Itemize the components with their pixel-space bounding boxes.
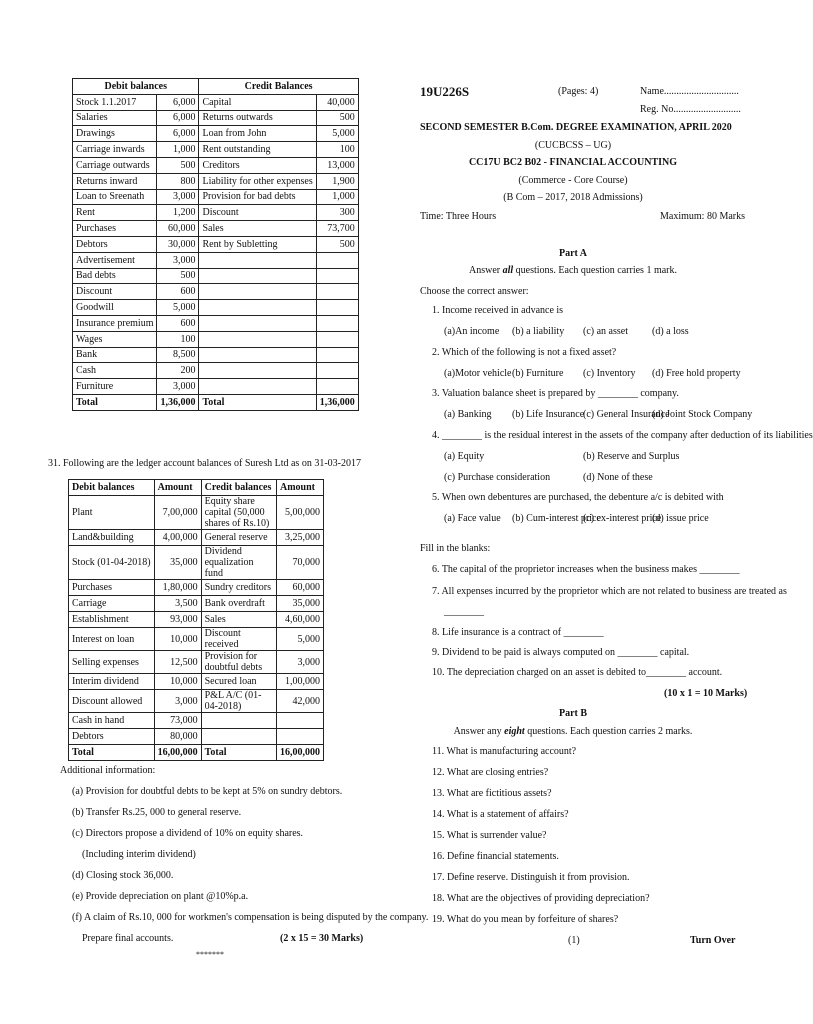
- table-cell: Returns inward: [73, 173, 157, 189]
- table-cell: [316, 284, 358, 300]
- table-cell: Loan from John: [199, 126, 316, 142]
- table-cell: 35,000: [277, 596, 324, 612]
- table-cell: Stock 1.1.2017: [73, 94, 157, 110]
- table-cell: 8,500: [157, 347, 199, 363]
- table-cell: [277, 729, 324, 745]
- table-cell: 1,000: [157, 142, 199, 158]
- table-cell: Returns outwards: [199, 110, 316, 126]
- table-cell: P&L A/C (01-04-2018): [201, 690, 276, 713]
- table-row: [73, 142, 359, 158]
- total-debit: 16,00,000: [154, 745, 201, 761]
- question: 14. What is a statement of affairs?: [432, 809, 569, 820]
- end-marker: *******: [196, 950, 224, 959]
- table-row: [73, 284, 359, 300]
- additional-item: (a) Provision for doubtful debts to be kept at 5% on sundry debtors.: [72, 786, 343, 797]
- table-cell: Discount: [73, 284, 157, 300]
- table-cell: Land&building: [69, 530, 155, 546]
- table-cell: 10,000: [154, 628, 201, 651]
- table-cell: [199, 379, 316, 395]
- table-cell: 93,000: [154, 612, 201, 628]
- table-cell: [316, 363, 358, 379]
- turn-over: Turn Over: [690, 935, 736, 946]
- table-cell: Selling expenses: [69, 651, 155, 674]
- table-cell: 3,000: [157, 189, 199, 205]
- stream: (Commerce - Core Course): [518, 175, 628, 186]
- part-b-title: Part B: [558, 708, 588, 719]
- table-cell: 5,000: [157, 300, 199, 316]
- question-continued: ________: [444, 606, 484, 617]
- table-cell: Bank overdraft: [201, 596, 276, 612]
- table-row: [69, 530, 324, 546]
- table-row: [73, 221, 359, 237]
- option: (b) a liability: [512, 326, 565, 337]
- table-cell: 1,00,000: [277, 674, 324, 690]
- table-row: [73, 379, 359, 395]
- table-cell: 4,00,000: [154, 530, 201, 546]
- col-header: Debit balances: [69, 480, 155, 496]
- table-cell: Plant: [69, 496, 155, 530]
- name-field: Name..............................: [640, 86, 739, 97]
- option: (d) a loss: [652, 326, 689, 337]
- table-cell: Carriage: [69, 596, 155, 612]
- option: (b) Furniture: [512, 368, 564, 379]
- table-cell: [316, 252, 358, 268]
- table-cell: Carriage inwards: [73, 142, 157, 158]
- table-cell: [201, 713, 276, 729]
- table-cell: Bad debts: [73, 268, 157, 284]
- table-cell: [199, 268, 316, 284]
- table-cell: Sales: [199, 221, 316, 237]
- question: 12. What are closing entries?: [432, 767, 549, 778]
- table-cell: Carriage outwards: [73, 157, 157, 173]
- table-row: [73, 189, 359, 205]
- table-row: [69, 729, 324, 745]
- paper-code: 19U226S: [420, 84, 470, 99]
- time-allowed: Time: Three Hours: [420, 211, 497, 222]
- table-cell: Rent by Subletting: [199, 236, 316, 252]
- table-cell: Capital: [199, 94, 316, 110]
- total-label: Total: [201, 745, 276, 761]
- option: (c) Inventory: [583, 368, 636, 379]
- table-cell: [316, 347, 358, 363]
- table-cell: Debtors: [73, 236, 157, 252]
- table-cell: [199, 300, 316, 316]
- table-row: [73, 363, 359, 379]
- table-row: [69, 596, 324, 612]
- ledger-balances-table: [68, 479, 324, 761]
- table-header-row: [73, 79, 359, 95]
- table-cell: Discount received: [201, 628, 276, 651]
- table-total-row: [69, 745, 324, 761]
- question: 6. The capital of the proprietor increases when the business makes ________: [432, 564, 740, 575]
- table-cell: 6,000: [157, 126, 199, 142]
- table-cell: 7,00,000: [154, 496, 201, 530]
- table-cell: Interest on loan: [69, 628, 155, 651]
- table-cell: [199, 284, 316, 300]
- table-cell: [201, 729, 276, 745]
- table-row: [73, 173, 359, 189]
- question: 19. What do you mean by forfeiture of shares?: [432, 914, 619, 925]
- table-cell: 3,25,000: [277, 530, 324, 546]
- table-row: [73, 268, 359, 284]
- table-cell: [199, 252, 316, 268]
- table-row: [73, 252, 359, 268]
- table-cell: 73,000: [154, 713, 201, 729]
- max-marks: Maximum: 80 Marks: [660, 211, 745, 222]
- question: 13. What are fictitious assets?: [432, 788, 552, 799]
- table-cell: 6,000: [157, 94, 199, 110]
- option: (c) ex-interest price: [583, 513, 662, 524]
- table-cell: 500: [316, 236, 358, 252]
- table-row: [73, 126, 359, 142]
- table-row: [73, 236, 359, 252]
- option: (a)An income: [444, 326, 500, 337]
- table-row: [69, 690, 324, 713]
- table-cell: [316, 331, 358, 347]
- question: 4. ________ is the residual interest in the assets of the company after deduction of its liabilities: [432, 430, 813, 441]
- total-debit: 1,36,000: [157, 394, 199, 410]
- table-row: [69, 651, 324, 674]
- table-cell: [199, 363, 316, 379]
- table-cell: Provision for bad debts: [199, 189, 316, 205]
- option: (d) None of these: [583, 472, 653, 483]
- table-cell: 3,000: [154, 690, 201, 713]
- table-cell: 80,000: [154, 729, 201, 745]
- prepare-instruction: Prepare final accounts.: [82, 933, 174, 944]
- table-cell: Stock (01-04-2018): [69, 546, 155, 580]
- option: (d) Joint Stock Company: [652, 409, 753, 420]
- table-cell: 35,000: [154, 546, 201, 580]
- table-cell: Secured loan: [201, 674, 276, 690]
- admissions: (B Com – 2017, 2018 Admissions): [503, 192, 643, 203]
- question: 2. Which of the following is not a fixed asset?: [432, 347, 617, 358]
- table-cell: 13,000: [316, 157, 358, 173]
- part-b-instruction: Answer any eight questions. Each question carries 2 marks.: [453, 726, 693, 737]
- table-cell: [199, 315, 316, 331]
- total-label: Total: [73, 394, 157, 410]
- table-cell: 1,80,000: [154, 580, 201, 596]
- table-cell: 800: [157, 173, 199, 189]
- table-row: [69, 674, 324, 690]
- question: 15. What is surrender value?: [432, 830, 547, 841]
- table-cell: Interim dividend: [69, 674, 155, 690]
- table-cell: [199, 347, 316, 363]
- table-cell: [316, 268, 358, 284]
- q31-marks: (2 x 15 = 30 Marks): [280, 933, 364, 944]
- question: 8. Life insurance is a contract of ________: [432, 627, 604, 638]
- table-cell: 500: [157, 268, 199, 284]
- option: (a)Motor vehicle: [444, 368, 512, 379]
- table-row: [69, 612, 324, 628]
- table-cell: 42,000: [277, 690, 324, 713]
- table-cell: Loan to Sreenath: [73, 189, 157, 205]
- part-a-instruction: Answer all questions. Each question carries 1 mark.: [468, 265, 677, 276]
- trial-balance-table: [72, 78, 359, 411]
- table-cell: [316, 300, 358, 316]
- total-credit: 1,36,000: [316, 394, 358, 410]
- table-cell: Debtors: [69, 729, 155, 745]
- question: 16. Define financial statements.: [432, 851, 559, 862]
- table-cell: 60,000: [157, 221, 199, 237]
- table-cell: 5,00,000: [277, 496, 324, 530]
- table-cell: Liability for other expenses: [199, 173, 316, 189]
- table-cell: Discount: [199, 205, 316, 221]
- table-cell: Sales: [201, 612, 276, 628]
- additional-title: Additional information:: [60, 765, 156, 776]
- table-cell: 3,000: [157, 252, 199, 268]
- debit-header: Debit balances: [73, 79, 199, 95]
- table-cell: Goodwill: [73, 300, 157, 316]
- option: (a) Face value: [444, 513, 501, 524]
- table-cell: 40,000: [316, 94, 358, 110]
- table-cell: 1,000: [316, 189, 358, 205]
- option: (a) Banking: [444, 409, 492, 420]
- table-cell: Provision for doubtful debts: [201, 651, 276, 674]
- table-row: [73, 94, 359, 110]
- table-cell: 1,200: [157, 205, 199, 221]
- option: (c) General Insurance: [583, 409, 670, 420]
- table-cell: 1,900: [316, 173, 358, 189]
- table-cell: Purchases: [73, 221, 157, 237]
- table-cell: Discount allowed: [69, 690, 155, 713]
- table-cell: [277, 713, 324, 729]
- table-row: [69, 580, 324, 596]
- table-cell: Advertisement: [73, 252, 157, 268]
- fill-label: Fill in the blanks:: [420, 543, 491, 554]
- table-cell: 600: [157, 284, 199, 300]
- table-row: [69, 628, 324, 651]
- question: 10. The depreciation charged on an asset is debited to________ account.: [432, 667, 723, 678]
- additional-item: (f) A claim of Rs.10, 000 for workmen's compensation is being disputed by the company.: [72, 912, 429, 923]
- option: (b) Life Insurance: [512, 409, 585, 420]
- option: (c) Purchase consideration: [444, 472, 551, 483]
- table-cell: 200: [157, 363, 199, 379]
- q31-intro: 31. Following are the ledger account balances of Suresh Ltd as on 31-03-2017: [48, 458, 361, 469]
- option: (d) Free hold property: [652, 368, 741, 379]
- table-cell: Wages: [73, 331, 157, 347]
- table-cell: Establishment: [69, 612, 155, 628]
- table-cell: 73,700: [316, 221, 358, 237]
- option: (b) Cum-interest price: [512, 513, 601, 524]
- table-cell: Salaries: [73, 110, 157, 126]
- table-row: [73, 315, 359, 331]
- table-row: [73, 110, 359, 126]
- table-cell: Rent outstanding: [199, 142, 316, 158]
- question: 9. Dividend to be paid is always computed on ________ capital.: [432, 647, 690, 658]
- table-cell: [316, 315, 358, 331]
- table-header-row: [69, 480, 324, 496]
- table-cell: 600: [157, 315, 199, 331]
- additional-item: (d) Closing stock 36,000.: [72, 870, 174, 881]
- table-cell: Equity share capital (50,000 shares of Rs.10): [201, 496, 276, 530]
- table-cell: 5,000: [277, 628, 324, 651]
- total-credit: 16,00,000: [277, 745, 324, 761]
- table-cell: 3,000: [277, 651, 324, 674]
- table-cell: Purchases: [69, 580, 155, 596]
- table-cell: Drawings: [73, 126, 157, 142]
- table-cell: 6,000: [157, 110, 199, 126]
- option: (d) issue price: [652, 513, 709, 524]
- table-row: [73, 331, 359, 347]
- option: (c) an asset: [583, 326, 628, 337]
- table-cell: Dividend equalization fund: [201, 546, 276, 580]
- table-cell: 5,000: [316, 126, 358, 142]
- table-cell: 30,000: [157, 236, 199, 252]
- table-cell: 3,500: [154, 596, 201, 612]
- option: (b) Reserve and Surplus: [583, 451, 680, 462]
- additional-item: (e) Provide depreciation on plant @10%p.a.: [72, 891, 249, 902]
- page-number: (1): [568, 935, 580, 946]
- table-cell: 300: [316, 205, 358, 221]
- part-a-marks: (10 x 1 = 10 Marks): [664, 688, 748, 699]
- table-cell: [316, 379, 358, 395]
- table-row: [69, 546, 324, 580]
- table-cell: Sundry creditors: [201, 580, 276, 596]
- col-header: Credit balances: [201, 480, 276, 496]
- additional-item: (Including interim dividend): [82, 849, 196, 860]
- question: 7. All expenses incurred by the proprietor which are not related to business are treated as: [432, 586, 787, 597]
- scheme: (CUCBCSS – UG): [534, 140, 612, 151]
- choose-label: Choose the correct answer:: [420, 286, 529, 297]
- option: (a) Equity: [444, 451, 485, 462]
- question: 3. Valuation balance sheet is prepared by ________ company.: [432, 388, 679, 399]
- table-cell: 10,000: [154, 674, 201, 690]
- additional-item: (c) Directors propose a dividend of 10% on equity shares.: [72, 828, 304, 839]
- question: 18. What are the objectives of providing depreciation?: [432, 893, 650, 904]
- table-cell: 4,60,000: [277, 612, 324, 628]
- question: 1. Income received in advance is: [432, 305, 564, 316]
- question: 5. When own debentures are purchased, the debenture a/c is debited with: [432, 492, 724, 503]
- table-cell: Cash: [73, 363, 157, 379]
- col-header: Amount: [277, 480, 324, 496]
- reg-no-field: Reg. No...........................: [640, 104, 741, 115]
- table-cell: Cash in hand: [69, 713, 155, 729]
- table-cell: Insurance premium: [73, 315, 157, 331]
- table-row: [69, 496, 324, 530]
- table-row: [73, 157, 359, 173]
- table-row: [69, 713, 324, 729]
- table-cell: 12,500: [154, 651, 201, 674]
- table-cell: Rent: [73, 205, 157, 221]
- question: 11. What is manufacturing account?: [432, 746, 577, 757]
- part-a-title: Part A: [558, 248, 588, 259]
- table-cell: 70,000: [277, 546, 324, 580]
- total-label: Total: [199, 394, 316, 410]
- table-cell: 100: [316, 142, 358, 158]
- table-cell: Furniture: [73, 379, 157, 395]
- table-cell: 100: [157, 331, 199, 347]
- table-cell: 60,000: [277, 580, 324, 596]
- table-cell: [199, 331, 316, 347]
- additional-item: (b) Transfer Rs.25, 000 to general reserve.: [72, 807, 242, 818]
- table-row: [73, 347, 359, 363]
- credit-header: Credit Balances: [199, 79, 358, 95]
- pages-count: (Pages: 4): [558, 86, 599, 97]
- table-cell: Creditors: [199, 157, 316, 173]
- question: 17. Define reserve. Distinguish it from provision.: [432, 872, 630, 883]
- table-row: [73, 300, 359, 316]
- table-cell: 500: [316, 110, 358, 126]
- table-cell: General reserve: [201, 530, 276, 546]
- total-label: Total: [69, 745, 155, 761]
- exam-title: SECOND SEMESTER B.Com. DEGREE EXAMINATION, APRIL 2020: [420, 122, 732, 133]
- table-cell: 3,000: [157, 379, 199, 395]
- table-row: [73, 205, 359, 221]
- col-header: Amount: [154, 480, 201, 496]
- course-title: CC17U BC2 B02 - FINANCIAL ACCOUNTING: [468, 157, 678, 168]
- table-total-row: [73, 394, 359, 410]
- table-cell: Bank: [73, 347, 157, 363]
- table-cell: 500: [157, 157, 199, 173]
